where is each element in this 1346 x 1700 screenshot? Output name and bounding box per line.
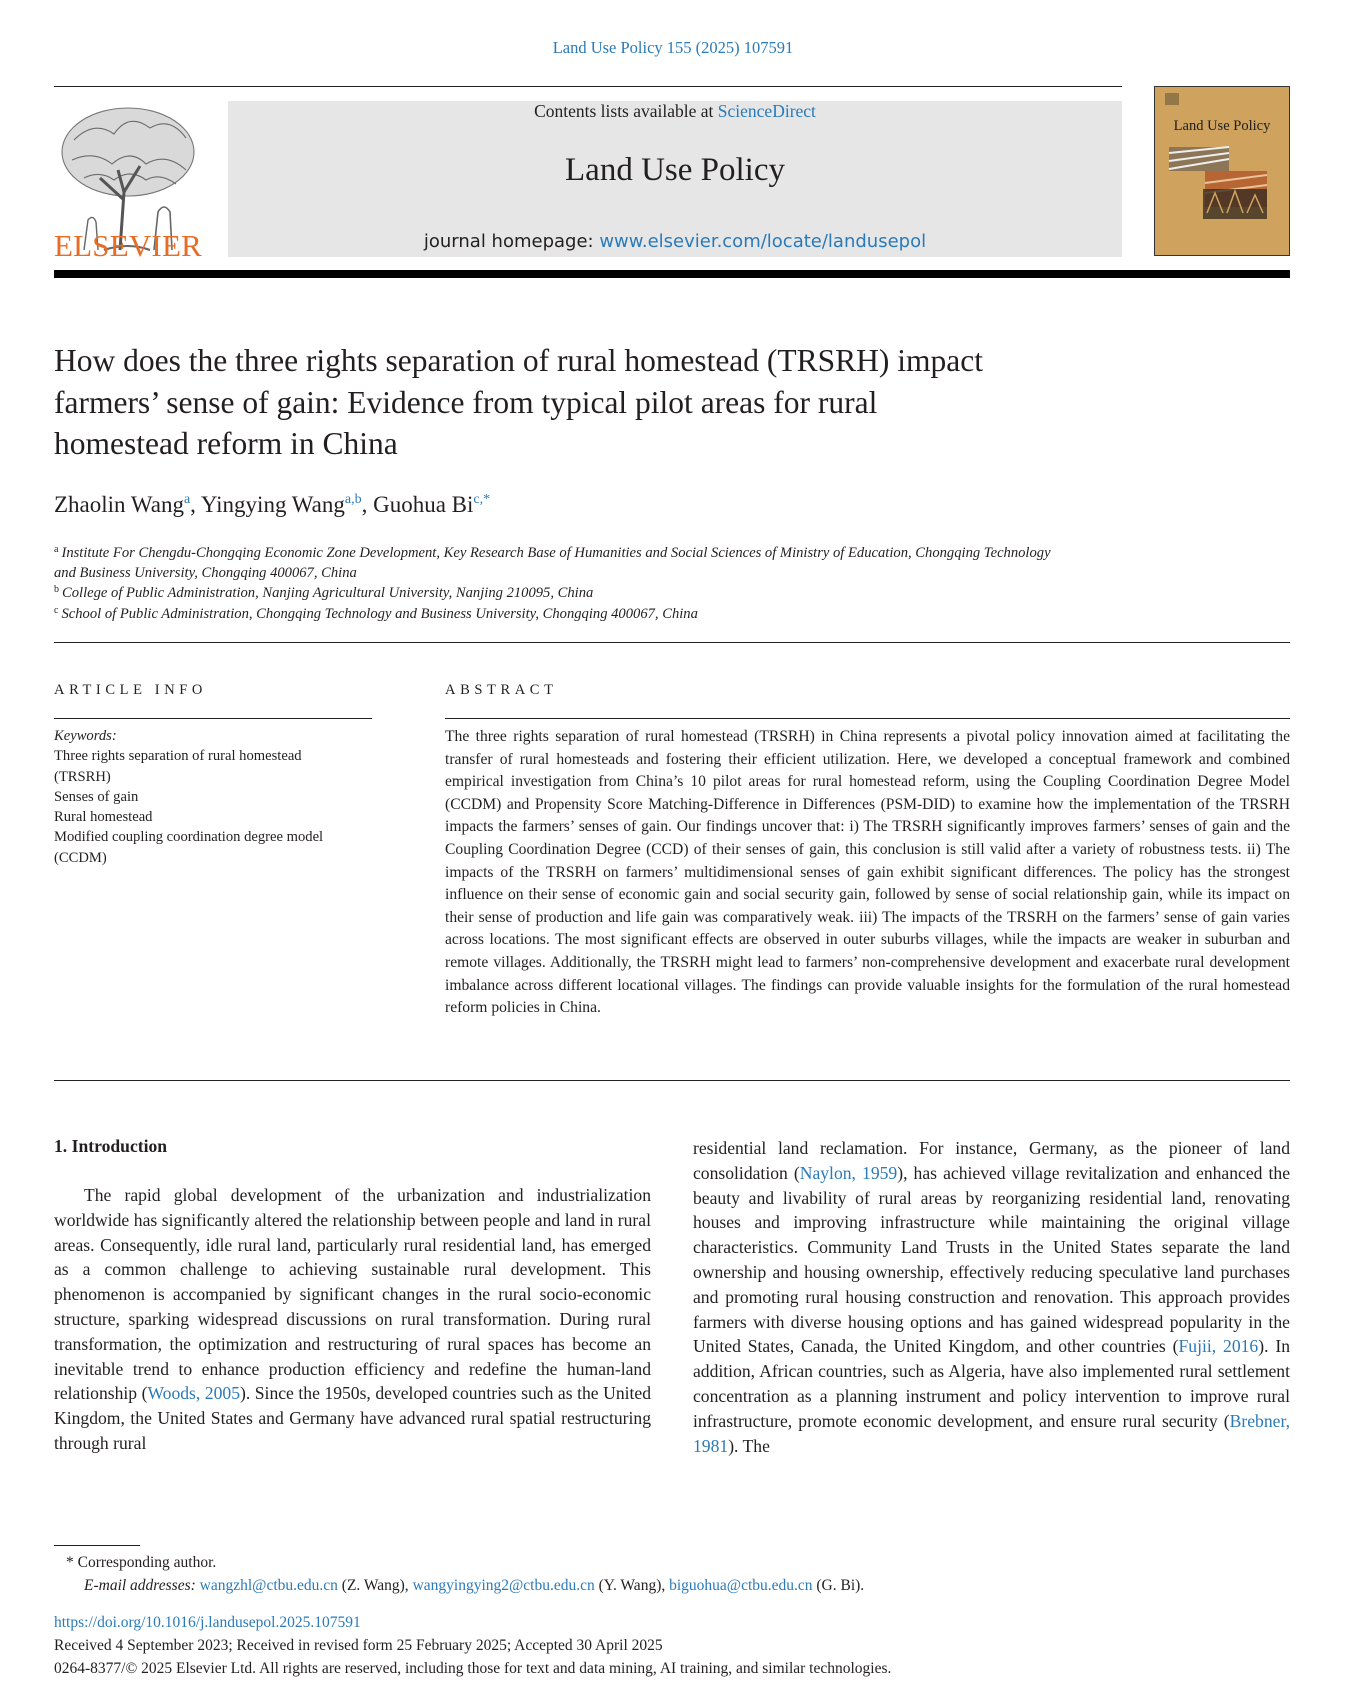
author-name[interactable]: Guohua Bi	[373, 492, 474, 517]
email-addresses	[54, 1575, 1320, 1597]
email-link[interactable]: wangyingying2@ctbu.edu.cn	[412, 1577, 595, 1594]
cover-journal-title: Land Use Policy	[1173, 118, 1271, 134]
body-text: The rapid global development of the urbanization and industrialization worldwide has significantly altered the relationship between people and land in rural areas. Consequently, idle rural land, particularly rural residential land, has emerged as a common challenge to achieving sustainable rural development. This phenomenon is accompanied by significant changes in the rural socio-economic structure, sparking widespread discussions on rural transformation. During rural transformation, the optimization and restructuring of rural spaces has become an inevitable trend to enhance production efficiency and redefine the human-land relationship (	[54, 1185, 651, 1404]
journal-cover-thumbnail[interactable]	[1154, 86, 1290, 256]
received-dates: Received 4 September 2023; Received in revised form 25 February 2025; Accepted 30 April 2025	[54, 1637, 663, 1654]
article-info-heading: ARTICLE INFO	[54, 682, 208, 698]
citation-link[interactable]: Brebner, 1981	[693, 1410, 1290, 1456]
journal-homepage-line	[228, 231, 1122, 252]
email-owner: (Y. Wang),	[594, 1577, 670, 1594]
citation-link[interactable]: Woods, 2005	[147, 1383, 240, 1404]
keyword-line: Rural homestead	[54, 809, 153, 826]
affiliation-marker: c	[54, 605, 59, 616]
author-name[interactable]: Zhaolin Wang	[54, 492, 184, 517]
affiliation-text: School of Public Administration, Chongqing Technology and Business University, Chongqing 400067, China	[61, 606, 698, 622]
journal-homepage-link[interactable]: www.elsevier.com/locate/landusepol	[599, 231, 927, 252]
journal-title: Land Use Policy	[565, 152, 785, 188]
footnote-rule	[54, 1545, 140, 1546]
affiliation-c	[54, 601, 1134, 624]
sciencedirect-link[interactable]: ScienceDirect	[717, 101, 816, 121]
abstract-text: The three rights separation of rural homestead (TRSRH) in China represents a pivotal policy innovation aimed at facilitating the transfer of rural homesteads and fostering their efficient utilization. Here, we developed a conceptual framework and combined empirical investigation from China’s 10 pilot areas for rural homestead reform, using the Coupling Coordination Degree Model (CCDM) and Propensity Score Matching-Difference in Differences (PSM-DID) to examine how the implementation of the TRSRH impacts the farmers’ senses of gain. Our findings uncover that: i) The TRSRH significantly improves farmers’ senses of gain and the Coupling Coordination Degree (CCD) of their senses of gain, this conclusion is still valid after a variety of robustness tests. ii) The impacts of the TRSRH on farmers’ multidimensional senses of gain exhibit significant differences. The policy has the strongest influence on their sense of economic gain and social security gain, followed by sense of social relationship gain, while its impact on their sense of production and life gain was comparatively weak. iii) The impacts of the TRSRH on the farmers’ sense of gain varies across locations. The most significant effects are observed in outer suburbs villages, while the impacts are weaker in suburban and remote villages. Additionally, the TRSRH might lead to farmers’ non-comprehensive development and exacerbate rural development imbalance across different locational villages. The findings can provide valuable insights for the formulation of the rural homestead reform policies in China.	[445, 728, 1290, 1017]
body-text: residential land reclamation. For instance, Germany, as the pioneer of land consolidation (	[693, 1138, 1290, 1183]
keywords-block	[54, 726, 374, 868]
homepage-prefix: journal homepage:	[423, 231, 600, 252]
citation-link[interactable]: Fujii, 2016	[1178, 1336, 1259, 1357]
affiliation-text: College of Public Administration, Nanjing Agricultural University, Nanjing 210095, China	[62, 585, 594, 601]
title-line: homestead reform in China	[54, 426, 398, 461]
keyword-line: (TRSRH)	[54, 768, 111, 785]
introduction-paragraph-left	[54, 1183, 651, 1456]
author-separator: ,	[361, 492, 374, 517]
keyword-line: Modified coupling coordination degree model	[54, 829, 324, 846]
author-name[interactable]: Yingying Wang	[200, 492, 345, 517]
citation-link[interactable]: Naylon, 1959	[799, 1162, 898, 1183]
contents-line	[228, 101, 1122, 122]
email-link[interactable]: biguohua@ctbu.edu.cn	[669, 1577, 813, 1594]
keyword-line: (CCDM)	[54, 849, 107, 866]
author-affiliation-marker[interactable]: a,b	[344, 492, 362, 507]
keywords-label: Keywords:	[54, 728, 117, 744]
email-link[interactable]: wangzhl@ctbu.edu.cn	[199, 1577, 338, 1594]
abstract-rule	[445, 718, 1290, 719]
header-top-rule	[54, 86, 1122, 87]
email-owner: (Z. Wang),	[337, 1577, 413, 1594]
body-text: ). The	[728, 1435, 770, 1456]
article-title	[54, 340, 1214, 465]
affiliation-text: and Business University, Chongqing 400067, China	[54, 565, 357, 581]
affiliation-b	[54, 580, 1134, 603]
affiliation-a	[54, 540, 1134, 583]
author-list	[54, 492, 490, 518]
introduction-heading: 1. Introduction	[54, 1136, 168, 1156]
affiliation-text: Institute For Chengdu-Chongqing Economic Zone Development, Key Research Base of Humanities and Social Sciences of Ministry of Education, Chongqing Technology	[61, 545, 1051, 561]
header-thick-rule	[54, 270, 1290, 278]
author-affiliation-marker[interactable]: a	[183, 492, 191, 507]
copyright-notice: 0264-8377/© 2025 Elsevier Ltd. All rights are reserved, including those for text and data mining, AI training, and similar technologies.	[54, 1660, 892, 1677]
email-label: E-mail addresses:	[84, 1577, 200, 1594]
title-line: How does the three rights separation of rural homestead (TRSRH) impact	[54, 343, 984, 378]
introduction-paragraph-right	[693, 1136, 1290, 1458]
keyword-line: Three rights separation of rural homestead	[54, 748, 302, 765]
author-separator: ,	[190, 492, 201, 517]
elsevier-wordmark: ELSEVIER	[54, 228, 202, 263]
section-rule	[54, 1080, 1290, 1081]
abstract-heading: ABSTRACT	[445, 682, 558, 698]
author-affiliation-marker[interactable]: c,*	[473, 492, 491, 507]
section-rule	[54, 642, 1290, 643]
body-text: ). In addition, African countries, such as Algeria, have also implemented rural settlement concentration as a planning instrument and policy intervention to improve rural infrastructure, promote economic development, and ensure rural security (	[693, 1336, 1291, 1431]
body-text: ), has achieved village revitalization and enhanced the beauty and livability of rural areas by reorganizing residential land, renovating houses and improving infrastructure while maintaining the original village characteristics. Community Land Trusts in the United States separate the land ownership and housing ownership, effectively reducing speculative land purchases and promoting rural housing construction and renovation. This approach provides farmers with diverse housing options and has gained widespread popularity in the United States, Canada, the United Kingdom, and other countries (	[693, 1162, 1291, 1357]
journal-citation[interactable]: Land Use Policy 155 (2025) 107591	[552, 38, 794, 57]
doi-link[interactable]: https://doi.org/10.1016/j.landusepol.2025.107591	[54, 1614, 361, 1631]
title-line: farmers’ sense of gain: Evidence from typical pilot areas for rural	[54, 384, 878, 420]
email-owner: (G. Bi).	[812, 1577, 865, 1594]
cover-artwork	[1155, 87, 1290, 256]
affiliation-marker: a	[54, 544, 59, 555]
affiliation-marker: b	[54, 584, 59, 595]
corresponding-author-note: * Corresponding author.	[66, 1554, 217, 1571]
contents-prefix: Contents lists available at	[534, 101, 718, 121]
keyword-line: Senses of gain	[54, 788, 139, 805]
article-info-rule	[54, 718, 372, 719]
body-text: ). Since the 1950s, developed countries such as the United Kingdom, the United States and Germany have advanced rural spatial restructuring through rural	[54, 1383, 652, 1453]
